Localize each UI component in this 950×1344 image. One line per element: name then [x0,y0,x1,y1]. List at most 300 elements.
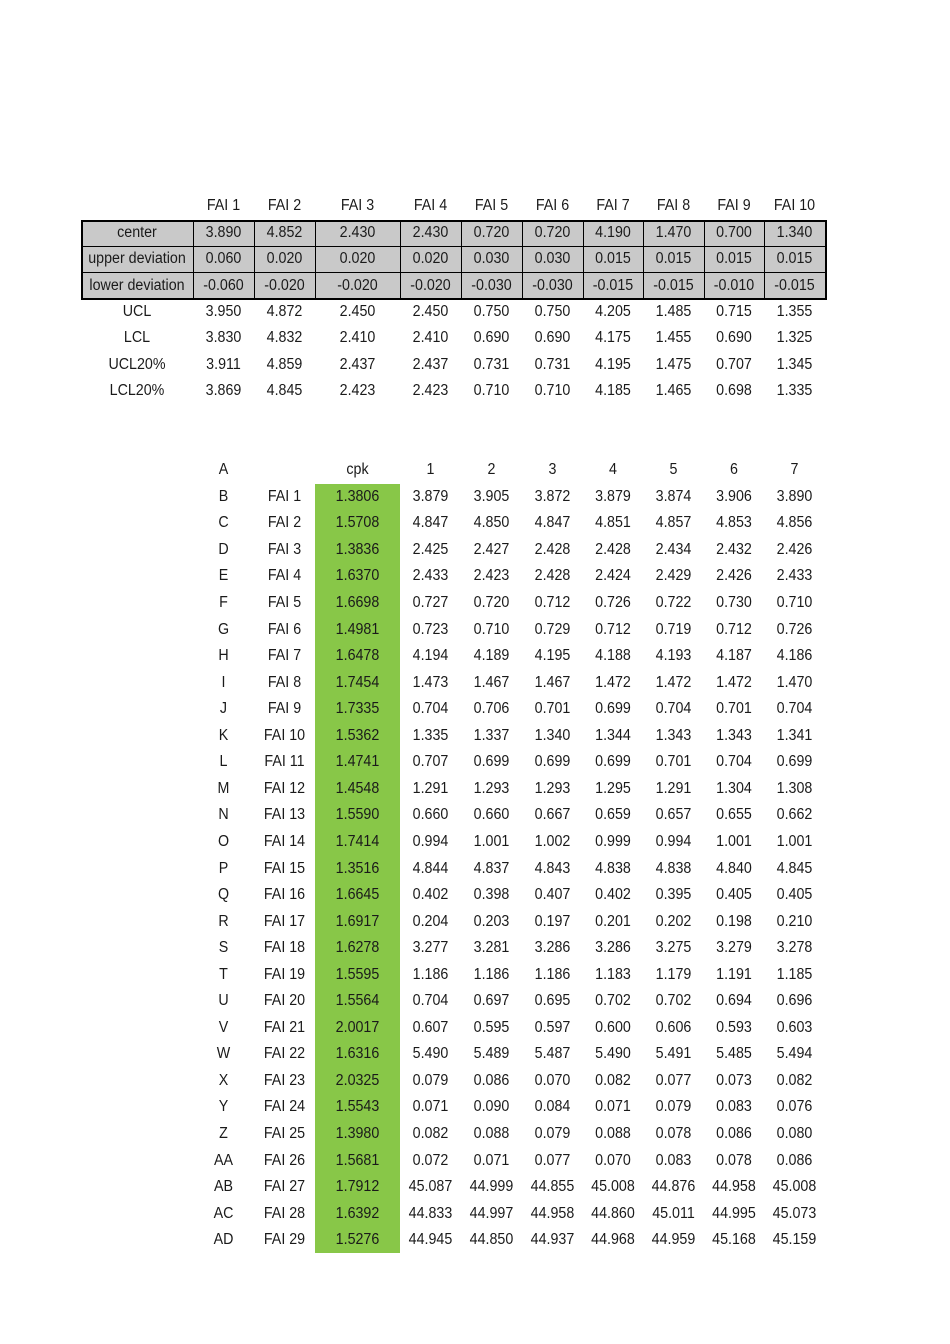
cpk-value-cell: 1.6278 [335,939,380,957]
spec-header-cell: FAI 1 [206,197,241,214]
sample-value-cell: 0.726 [595,594,631,612]
spec-value-cell: 2.423 [412,381,449,399]
spec-value-cell: 1.485 [655,303,692,321]
spec-value-cell: 0.020 [266,250,303,268]
sample-value-cell: 4.843 [534,859,571,877]
fai-name-cell: FAI 21 [263,1018,306,1036]
spec-header-cell: FAI 2 [267,197,302,214]
spec-value-cell: 0.015 [595,250,631,268]
sample-value-cell: 2.433 [412,567,449,585]
sample-value-cell: 1.344 [595,726,631,744]
sample-value-cell: 0.655 [716,806,752,824]
sample-value-cell: 3.286 [595,939,631,957]
spec-value-cell: -0.015 [653,276,694,294]
sample-value-cell: 1.293 [473,779,510,797]
spec-value-cell: -0.020 [337,276,378,294]
sample-value-cell: 5.494 [776,1045,813,1063]
sample-value-cell: 4.857 [655,514,692,532]
sample-value-cell: 0.699 [776,753,813,771]
sample-value-cell: 0.078 [655,1125,692,1143]
sample-value-cell: 45.087 [408,1178,453,1196]
sample-value-cell: 0.722 [655,594,692,612]
cpk-value-cell: 1.6478 [335,647,380,665]
sample-value-cell: 0.082 [776,1071,813,1089]
sample-value-cell: 0.704 [412,992,449,1010]
spec-col-divider [81,220,83,300]
spec-value-cell: -0.015 [592,276,634,294]
row-letter: Z [219,1125,228,1143]
spec-value-cell: -0.030 [532,276,573,294]
spec-header-cell: FAI 3 [340,197,375,214]
sample-value-cell: 3.872 [534,487,571,505]
spec-value-cell: 3.911 [206,355,241,373]
sample-value-cell: 2.423 [473,567,510,585]
sample-value-cell: 3.879 [412,487,449,505]
sample-value-cell: 1.185 [776,965,813,983]
sample-value-cell: 44.833 [408,1204,453,1222]
spec-value-cell: 2.450 [339,303,376,321]
spec-value-cell: -0.020 [264,276,305,294]
sample-header-cell: 5 [669,461,678,479]
sample-value-cell: 44.997 [469,1204,514,1222]
cpk-value-cell: 2.0325 [335,1071,380,1089]
row-letter: V [218,1018,229,1036]
fai-name-cell: FAI 17 [263,912,306,930]
cpk-value-cell: 1.5595 [335,965,380,983]
spec-col-divider [315,220,316,300]
sample-value-cell: 4.838 [655,859,692,877]
fai-name-cell: FAI 27 [263,1178,306,1196]
sample-header-cell: 6 [730,461,738,479]
sample-value-cell: 0.079 [655,1098,692,1116]
sample-value-cell: 44.850 [469,1231,514,1249]
row-letter: N [218,806,229,824]
row-letter: P [218,859,229,877]
sample-value-cell: 3.277 [412,939,449,957]
sample-value-cell: 44.958 [530,1204,575,1222]
sample-value-cell: 4.853 [716,514,752,532]
sample-value-cell: 0.072 [412,1151,449,1169]
spec-value-cell: 0.690 [534,329,571,347]
sample-value-cell: 0.073 [716,1071,752,1089]
cpk-value-cell: 1.6316 [335,1045,380,1063]
sample-value-cell: 0.701 [655,753,692,771]
sample-value-cell: 0.707 [412,753,449,771]
sample-value-cell: 1.186 [534,965,571,983]
sample-value-cell: 1.186 [412,965,449,983]
cpk-value-cell: 1.5590 [335,806,380,824]
cpk-value-cell: 1.3516 [335,859,380,877]
cpk-value-cell: 1.6917 [335,912,380,930]
cpk-value-cell: 1.6370 [335,567,380,585]
sample-value-cell: 1.304 [716,779,752,797]
sample-value-cell: 0.702 [655,992,692,1010]
spec-value-cell: 0.020 [412,250,449,268]
spec-value-cell: -0.060 [203,276,244,294]
fai-name-cell: FAI 26 [263,1151,306,1169]
sample-value-cell: 1.467 [473,673,510,691]
sample-value-cell: 3.281 [473,939,510,957]
spec-value-cell: 4.845 [266,381,303,399]
sample-value-cell: 45.073 [772,1204,817,1222]
spec-value-cell: 0.030 [473,250,510,268]
sample-value-cell: 4.850 [473,514,510,532]
sample-value-cell: 0.704 [412,700,449,718]
sample-value-cell: 0.202 [655,912,692,930]
cpk-value-cell: 1.5681 [335,1151,380,1169]
sample-value-cell: 2.432 [716,540,752,558]
spec-value-cell: 2.430 [339,224,376,242]
cpk-value-cell: 1.7912 [335,1178,380,1196]
row-letter: F [219,594,228,612]
spec-row-label: UCL [122,303,152,321]
sample-value-cell: 0.080 [776,1125,813,1143]
sample-value-cell: 0.702 [595,992,631,1010]
spec-value-cell: 4.195 [595,355,631,373]
sample-value-cell: 1.291 [412,779,449,797]
sample-value-cell: 0.704 [655,700,692,718]
sample-value-cell: 4.186 [776,647,813,665]
sample-value-cell: 5.491 [655,1045,692,1063]
spec-value-cell: 1.355 [776,303,813,321]
fai-name-cell: FAI 11 [264,753,305,771]
spec-col-divider [193,220,194,300]
spec-row-label: UCL20% [108,355,166,373]
spec-value-cell: 3.890 [205,224,242,242]
spec-value-cell: 3.950 [205,303,242,321]
fai-name-cell: FAI 5 [267,594,302,612]
sample-value-cell: 0.720 [473,594,510,612]
spec-header-cell: FAI 4 [413,197,448,214]
sample-value-cell: 3.279 [716,939,752,957]
sample-value-cell: 1.472 [655,673,692,691]
spec-value-cell: -0.030 [471,276,512,294]
sample-value-cell: 4.189 [473,647,510,665]
spec-value-cell: 0.720 [473,224,510,242]
sample-value-cell: 45.008 [591,1178,635,1196]
sample-value-cell: 0.712 [716,620,752,638]
sample-value-cell: 0.597 [534,1018,571,1036]
row-letter: AA [213,1151,234,1169]
spec-value-cell: 0.707 [716,355,752,373]
spec-value-cell: 1.475 [655,355,692,373]
sample-value-cell: 0.076 [776,1098,813,1116]
sample-value-cell: 1.308 [776,779,813,797]
sample-value-cell: 44.860 [591,1204,635,1222]
sample-value-cell: 1.340 [534,726,571,744]
sample-value-cell: 44.945 [408,1231,453,1249]
fai-name-cell: FAI 1 [267,487,302,505]
row-letter: R [218,912,229,930]
spec-value-cell: 2.437 [339,355,376,373]
fai-name-cell: FAI 18 [263,939,306,957]
spec-col-divider [583,220,584,300]
spec-value-cell: 1.455 [655,329,692,347]
fai-name-cell: FAI 22 [263,1045,306,1063]
spec-value-cell: 2.450 [412,303,449,321]
sample-value-cell: 1.186 [473,965,510,983]
sample-value-cell: 0.606 [655,1018,692,1036]
spec-value-cell: -0.020 [410,276,451,294]
sample-value-cell: 0.210 [776,912,813,930]
sample-value-cell: 4.193 [655,647,692,665]
spec-value-cell: 3.869 [205,381,242,399]
sample-value-cell: 4.856 [776,514,813,532]
spec-value-cell: 2.423 [339,381,376,399]
sample-value-cell: 0.704 [776,700,813,718]
sample-value-cell: 0.086 [776,1151,813,1169]
sample-value-cell: 45.168 [712,1231,756,1249]
sample-header-cell: 2 [487,461,496,479]
sample-value-cell: 44.937 [530,1231,575,1249]
sample-value-cell: 0.201 [595,912,631,930]
spec-col-divider [522,220,523,300]
fai-name-cell: FAI 4 [267,567,302,585]
sample-value-cell: 0.595 [473,1018,510,1036]
sample-value-cell: 0.593 [716,1018,752,1036]
sample-value-cell: 5.490 [595,1045,631,1063]
sample-value-cell: 4.840 [716,859,752,877]
sample-value-cell: 0.694 [716,992,752,1010]
spec-value-cell: 1.325 [776,329,813,347]
spec-value-cell: 0.060 [205,250,242,268]
sample-value-cell: 0.723 [412,620,449,638]
cpk-value-cell: 1.5708 [335,514,380,532]
sample-value-cell: 0.083 [655,1151,692,1169]
spec-header-cell: FAI 7 [596,197,630,214]
sample-value-cell: 2.429 [655,567,692,585]
spec-col-divider [400,220,401,300]
sample-value-cell: 4.188 [595,647,631,665]
cpk-header: cpk [346,461,369,479]
spec-value-cell: 1.465 [655,381,692,399]
spec-value-cell: 0.731 [473,355,510,373]
header-name-cell [256,457,312,484]
sample-value-cell: 0.999 [595,832,631,850]
spec-col-divider [461,220,462,300]
sample-value-cell: 1.183 [595,965,631,983]
fai-name-cell: FAI 23 [263,1071,306,1089]
spec-value-cell: 0.015 [716,250,752,268]
sample-value-cell: 4.844 [412,859,449,877]
spec-value-cell: 0.690 [473,329,510,347]
fai-name-cell: FAI 20 [263,992,306,1010]
fai-name-cell: FAI 2 [267,514,302,532]
sample-value-cell: 2.428 [595,540,631,558]
cpk-value-cell: 1.5564 [335,992,380,1010]
spec-row-label: center [117,224,157,242]
sample-value-cell: 3.278 [776,939,813,957]
spec-value-cell: 1.335 [776,381,813,399]
fai-name-cell: FAI 28 [263,1204,306,1222]
sample-value-cell: 4.847 [412,514,449,532]
sample-value-cell: 0.667 [534,806,571,824]
cpk-value-cell: 1.5276 [335,1231,380,1249]
sample-value-cell: 1.467 [534,673,571,691]
sample-value-cell: 0.727 [412,594,449,612]
sample-value-cell: 5.485 [716,1045,752,1063]
spec-value-cell: 0.731 [534,355,571,373]
sample-value-cell: 0.729 [534,620,571,638]
fai-name-cell: FAI 10 [263,726,306,744]
sample-value-cell: 0.084 [534,1098,571,1116]
sample-value-cell: 3.286 [534,939,571,957]
cpk-value-cell: 1.5543 [335,1098,380,1116]
fai-name-cell: FAI 13 [263,806,306,824]
sample-value-cell: 0.070 [534,1071,571,1089]
cpk-value-cell: 1.6698 [335,594,380,612]
spec-value-cell: 2.437 [412,355,449,373]
sample-value-cell: 4.847 [534,514,571,532]
fai-name-cell: FAI 29 [263,1231,306,1249]
cpk-value-cell: 1.4981 [335,620,380,638]
sample-value-cell: 1.179 [655,965,692,983]
sample-value-cell: 0.197 [534,912,571,930]
spec-value-cell: 0.020 [339,250,376,268]
sample-value-cell: 0.198 [716,912,752,930]
sample-value-cell: 5.489 [473,1045,510,1063]
sample-value-cell: 0.712 [595,620,631,638]
row-letter: Q [217,886,230,904]
sample-value-cell: 1.341 [776,726,813,744]
sample-value-cell: 1.470 [776,673,813,691]
sample-value-cell: 0.660 [473,806,510,824]
cpk-value-cell: 2.0017 [335,1018,380,1036]
spec-col-divider [704,220,705,300]
spec-value-cell: 4.205 [595,303,631,321]
sample-value-cell: 0.701 [534,700,571,718]
sample-value-cell: 0.203 [473,912,510,930]
sample-value-cell: 44.999 [469,1178,514,1196]
spec-value-cell: 0.015 [655,250,692,268]
sample-value-cell: 0.607 [412,1018,449,1036]
sample-value-cell: 1.002 [534,832,571,850]
sample-value-cell: 3.874 [655,487,692,505]
fai-name-cell: FAI 12 [263,779,306,797]
sample-value-cell: 0.078 [716,1151,752,1169]
spec-col-divider [643,220,644,300]
sample-value-cell: 0.726 [776,620,813,638]
row-letter: G [217,620,230,638]
sample-value-cell: 0.086 [716,1125,752,1143]
sample-value-cell: 1.343 [655,726,692,744]
sample-value-cell: 45.011 [652,1204,695,1222]
fai-name-cell: FAI 14 [263,832,306,850]
spec-value-cell: 0.715 [716,303,752,321]
sample-value-cell: 0.696 [776,992,813,1010]
sample-value-cell: 1.001 [716,832,752,850]
spec-header-cell: FAI 9 [717,197,751,214]
spec-value-cell: 2.410 [339,329,376,347]
fai-name-cell: FAI 7 [267,647,302,665]
sample-value-cell: 0.994 [412,832,449,850]
spec-value-cell: -0.015 [774,276,815,294]
cpk-value-cell: 1.3806 [335,487,380,505]
sample-value-cell: 2.424 [595,567,631,585]
sample-value-cell: 4.838 [595,859,631,877]
sample-value-cell: 1.293 [534,779,571,797]
row-letter: T [219,965,228,983]
sample-value-cell: 0.407 [534,886,571,904]
sample-value-cell: 0.077 [534,1151,571,1169]
sample-value-cell: 0.082 [595,1071,631,1089]
cpk-value-cell: 1.5362 [335,726,380,744]
sample-value-cell: 1.001 [473,832,510,850]
cpk-value-cell: 1.6645 [335,886,380,904]
sample-value-cell: 0.405 [776,886,813,904]
sample-value-cell: 0.994 [655,832,692,850]
row-letter: W [216,1045,231,1063]
sample-header-cell: 7 [790,461,799,479]
sample-value-cell: 0.697 [473,992,510,1010]
sample-header-cell: 1 [426,461,435,479]
sample-value-cell: 5.490 [412,1045,449,1063]
fai-name-cell: FAI 8 [267,673,302,691]
row-letter: AB [213,1178,234,1196]
row-letter: U [218,992,229,1010]
spec-header-cell: FAI 6 [535,197,570,214]
sample-value-cell: 45.008 [772,1178,817,1196]
sample-value-cell: 1.472 [716,673,752,691]
sample-value-cell: 0.079 [534,1125,571,1143]
cpk-value-cell: 1.4548 [335,779,380,797]
spec-value-cell: 0.720 [534,224,571,242]
sample-value-cell: 0.079 [412,1071,449,1089]
sample-value-cell: 3.275 [655,939,692,957]
row-letter: I [221,673,226,691]
sample-value-cell: 0.071 [412,1098,449,1116]
spec-value-cell: 0.030 [534,250,571,268]
sample-value-cell: 0.405 [716,886,752,904]
row-letter: M [217,779,230,797]
spec-col-divider [764,220,765,300]
spec-value-cell: 0.700 [716,224,752,242]
sample-value-cell: 2.426 [776,540,813,558]
sample-value-cell: 5.487 [534,1045,571,1063]
row-letter: L [219,753,228,771]
sample-value-cell: 2.427 [473,540,510,558]
sample-value-cell: 0.719 [655,620,692,638]
spec-value-cell: 2.430 [412,224,449,242]
sample-value-cell: 0.082 [412,1125,449,1143]
sample-header-cell: 4 [609,461,617,479]
sample-value-cell: 0.070 [595,1151,631,1169]
sample-value-cell: 2.428 [534,540,571,558]
row-letter: E [218,567,229,585]
sample-value-cell: 2.434 [655,540,692,558]
sample-value-cell: 44.959 [651,1231,696,1249]
sample-value-cell: 0.204 [412,912,449,930]
sample-value-cell: 2.433 [776,567,813,585]
sample-value-cell: 1.001 [776,832,813,850]
row-letter: S [218,939,229,957]
sample-value-cell: 0.086 [473,1071,510,1089]
sample-value-cell: 0.083 [716,1098,752,1116]
sample-value-cell: 3.906 [716,487,752,505]
sample-value-cell: 0.699 [595,700,631,718]
spec-header-cell: FAI 5 [474,197,509,214]
cpk-value-cell: 1.4741 [335,753,380,771]
spec-value-cell: 1.470 [655,224,692,242]
row-letter: A [218,461,229,479]
row-letter: B [218,487,229,505]
sample-header-cell: 3 [548,461,557,479]
spec-value-cell: 0.015 [776,250,813,268]
sample-value-cell: 44.995 [712,1204,756,1222]
spec-value-cell: 3.830 [205,329,242,347]
sample-value-cell: 2.428 [534,567,571,585]
spec-row-label: upper deviation [88,250,186,268]
